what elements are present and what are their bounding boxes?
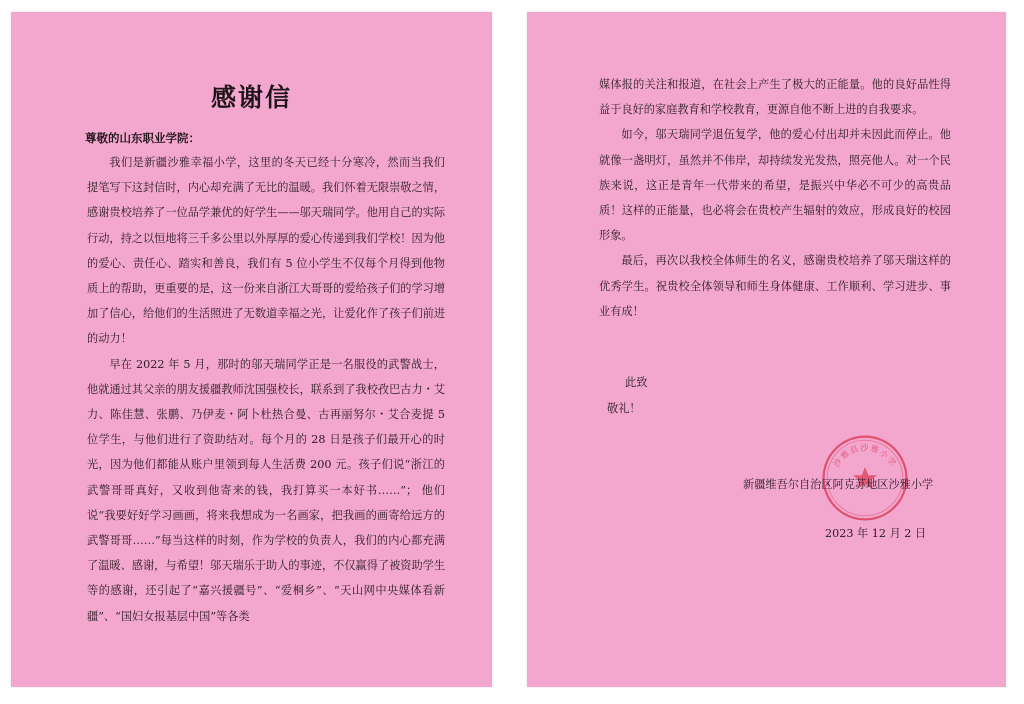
paragraph: 我们是新疆沙雅幸福小学，这里的冬天已经十分寒冷，然而当我们提笔写下这封信时，内心却充满了无比的温暖。我们怀着无限崇敬之情，感谢贵校培养了一位品学兼优的好学生——邬天瑞同学。他用自己的实际行动，持之以恒地将三千多公里以外厚厚的爱心传递到我们学校！因为他的爱心、责任心、踏实和善良，我们有 5 位小学生不仅每个月得到他物质上的帮助，更重要的是，这一份来自浙江大哥哥的爱给孩子们的学习增加了信心，给他们的生活照进了无数道幸福之光，让爱化作了孩子们前进的动力！ (87, 156, 446, 346)
letter-body-left (87, 150, 445, 629)
letter-date: 2023 年 12 月 2 日 (825, 527, 927, 540)
signature-school-name: 新疆维吾尔自治区阿克苏地区沙雅小学 (743, 478, 934, 491)
letter-page-right (527, 12, 1006, 687)
letter-title: 感谢信 (210, 83, 292, 112)
closing-regards: 敬礼！ (607, 402, 641, 415)
closing-salute: 此致 (625, 376, 648, 389)
letter-body-right (599, 72, 951, 324)
paragraph: 最后，再次以我校全体师生的名义，感谢贵校培养了邬天瑞这样的优秀学生。祝贵校全体领导和师生身体健康、工作顺利、学习进步、事业有成！ (599, 254, 951, 318)
letter-page-left (11, 12, 492, 687)
paragraph: 媒体报的关注和报道，在社会上产生了极大的正能量。他的良好品性得益于良好的家庭教育和学校教育，更源自他不断上进的自我要求。 (599, 78, 951, 117)
salutation: 尊敬的山东职业学院： (85, 131, 200, 145)
paragraph: 如今，邬天瑞同学退伍复学，他的爱心付出却并未因此而停止。他就像一盏明灯，虽然并不伟岸，却持续发光发热，照亮他人。对一个民族来说，这正是青年一代带来的希望，是振兴中华必不可少的高贵品质！这样的正能量，也必将会在贵校产生辐射的效应，形成良好的校园形象。 (599, 128, 951, 243)
svg-text:沙雅县沙雅小学: 沙雅县沙雅小学 (831, 442, 899, 469)
paragraph: 早在 2022 年 5 月，那时的邬天瑞同学正是一名服役的武警战士，他就通过其父亲的朋友援疆教师沈国强校长，联系到了我校孜巴古力・艾力、陈佳慧、张鹏、乃伊麦・阿卜杜热合曼、古再丽努尔・艾合麦提 5 位学生，与他们进行了资助结对。每个月的 28 日是孩子们最开心的时光，因为他们都能从账户里领到每人生活费 200 元。孩子们说“浙江的武警哥哥真好，又收到他寄来的钱，我打算买一本好书……”； 他们说“我要好好学习画画，将来我想成为一名画家，把我画的画寄给远方的武警哥哥……”每当这样的时刻，作为学校的负责人，我们的内心都充满了温暖、感谢，与希望！邬天瑞乐于助人的事迹，不仅赢得了被资助学生等的感谢，还引起了“嘉兴援疆号”、“爱桐乡”、“天山网中央媒体看新疆”、“国妇女报基层中国”等各类 (87, 357, 446, 623)
